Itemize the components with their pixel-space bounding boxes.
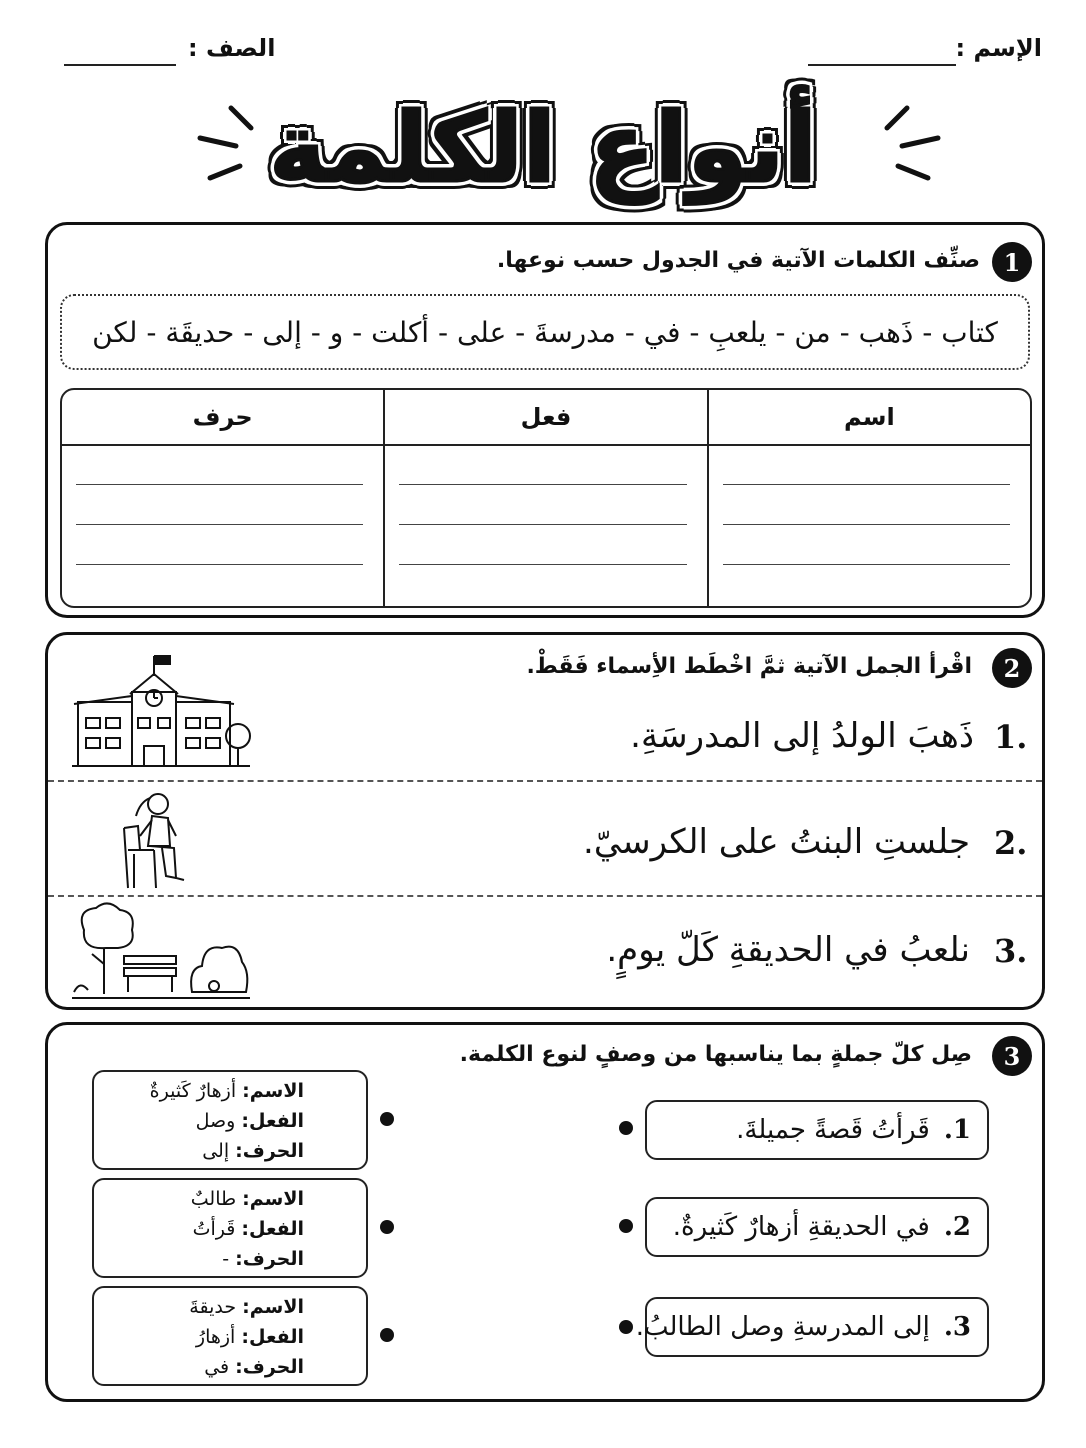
section2-instruction: اقْرأ الجمل الآتية ثمَّ اخْطَط الأِسماء فَقَطْ.: [526, 654, 972, 679]
section-number-badge: 2: [992, 648, 1032, 688]
column-particle: [62, 390, 383, 606]
particle-label: الحرف:: [235, 1140, 304, 1162]
sentence-text[interactable]: ذَهبَ الولدُ إلى المدرسَةِ.: [630, 716, 974, 756]
noun-value: طالبٌ: [190, 1188, 237, 1210]
class-label: الصف :: [188, 34, 276, 62]
sentence-number: 1.: [994, 718, 1028, 756]
noun-value: حديقةَ: [189, 1296, 237, 1318]
column-header: حرف: [62, 390, 383, 446]
sentence-text: قَرأتُ قَصةً جميلةَ.: [736, 1115, 930, 1145]
noun-label: الاسم:: [242, 1296, 304, 1318]
particle-label: الحرف:: [235, 1248, 304, 1270]
section-number-badge: 1: [992, 242, 1032, 282]
match-dot-description[interactable]: [380, 1112, 394, 1126]
class-field[interactable]: [64, 64, 176, 66]
match-dot-description[interactable]: [380, 1328, 394, 1342]
match-dot-sentence[interactable]: [619, 1320, 633, 1334]
park-icon: [70, 902, 252, 1002]
divider: [48, 780, 1042, 782]
particle-value: -: [222, 1248, 230, 1270]
match-sentence-card[interactable]: [635, 1297, 989, 1357]
answer-line[interactable]: [399, 484, 686, 485]
classification-table: [60, 388, 1032, 608]
match-dot-description[interactable]: [380, 1220, 394, 1234]
particle-value: في: [204, 1356, 230, 1378]
column-noun: [707, 390, 1030, 606]
school-icon: [70, 652, 254, 770]
name-field[interactable]: [808, 64, 956, 66]
section1-instruction: صنِّف الكلمات الآتية في الجدول حسب نوعها.: [496, 248, 980, 273]
column-header: اسم: [709, 390, 1030, 446]
sentence-text: في الحديقةِ أزهارٌ كَثيرةٌ.: [672, 1212, 930, 1242]
page-title: أنواع الكلمة: [269, 92, 817, 204]
description-card[interactable]: [92, 1286, 368, 1386]
verb-label: الفعل:: [241, 1110, 304, 1132]
particle-label: الحرف:: [235, 1356, 304, 1378]
answer-line[interactable]: [723, 564, 1010, 565]
noun-label: الاسم:: [242, 1080, 304, 1102]
column-header: فعل: [385, 390, 706, 446]
column-verb: [383, 390, 706, 606]
sentence-number: 2.: [943, 1212, 971, 1242]
answer-line[interactable]: [399, 524, 686, 525]
sentence-text[interactable]: جلستِ البنتُ على الكرسيّ.: [583, 822, 970, 862]
sentence-number: 3.: [943, 1312, 971, 1342]
description-card[interactable]: [92, 1070, 368, 1170]
verb-value: قَرأتُ: [192, 1218, 236, 1240]
divider: [48, 895, 1042, 897]
match-dot-sentence[interactable]: [619, 1219, 633, 1233]
verb-value: وصل: [195, 1110, 236, 1132]
answer-line[interactable]: [76, 524, 363, 525]
verb-value: أزهارُ: [195, 1326, 236, 1348]
sentence-number: 3.: [994, 932, 1028, 970]
noun-label: الاسم:: [242, 1188, 304, 1210]
answer-line[interactable]: [723, 524, 1010, 525]
sentence-number: 2.: [994, 824, 1028, 862]
match-dot-sentence[interactable]: [619, 1121, 633, 1135]
sentence-number: 1.: [943, 1115, 971, 1145]
verb-label: الفعل:: [241, 1218, 304, 1240]
match-sentence-card[interactable]: [645, 1197, 989, 1257]
answer-line[interactable]: [76, 484, 363, 485]
sentence-text[interactable]: نلعبُ في الحديقةِ كَلّ يومٍ.: [606, 930, 970, 970]
match-sentence-card[interactable]: [645, 1100, 989, 1160]
verb-label: الفعل:: [241, 1326, 304, 1348]
description-card[interactable]: [92, 1178, 368, 1278]
answer-line[interactable]: [399, 564, 686, 565]
name-label: الإسم :: [955, 34, 1042, 62]
section3-instruction: صِل كلّ جملةٍ بما يناسبها من وصفٍ لنوع الكلمة.: [459, 1042, 972, 1067]
section-number-badge: 3: [992, 1036, 1032, 1076]
word-bank: كتاب - ذَهب - من - يلعبِ - في - مدرسةَ - على - أكلت - و - إلى - حديقَة - لكن: [60, 294, 1030, 370]
answer-line[interactable]: [723, 484, 1010, 485]
particle-value: إلى: [202, 1140, 230, 1162]
sentence-text: إلى المدرسةِ وصل الطالبُ.: [635, 1312, 930, 1342]
noun-value: أزهارٌ كَثيرةٌ: [149, 1080, 237, 1102]
girl-on-chair-icon: [110, 788, 196, 892]
answer-line[interactable]: [76, 564, 363, 565]
